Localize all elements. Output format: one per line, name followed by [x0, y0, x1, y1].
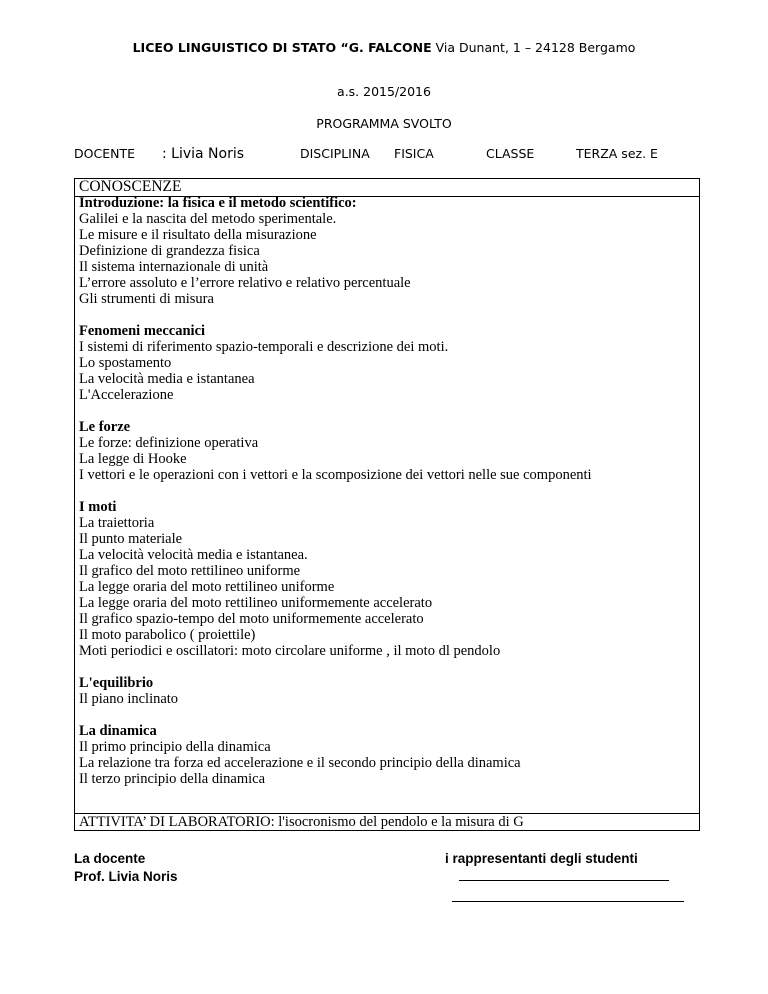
section-item: L'Accelerazione — [79, 387, 174, 403]
teacher-name: Prof. Livia Noris — [74, 869, 178, 884]
program-section — [79, 499, 694, 659]
school-header — [0, 40, 768, 56]
section-item: La legge oraria del moto rettilineo uniformemente accelerato — [79, 595, 433, 611]
school-name: LICEO LINGUISTICO DI STATO “G. FALCONE — [132, 40, 432, 55]
school-address: Via Dunant, 1 – 24128 Bergamo — [431, 40, 636, 55]
disciplina-label: DISCIPLINA — [300, 146, 370, 161]
section-heading: La dinamica — [79, 723, 157, 739]
program-section — [79, 723, 694, 787]
docente-label: DOCENTE — [74, 146, 135, 161]
student-signature-line-2 — [452, 901, 684, 902]
section-item: Il sistema internazionale di unità — [79, 259, 269, 275]
program-section — [79, 323, 694, 403]
program-section — [79, 419, 694, 483]
info-row — [0, 146, 768, 164]
disciplina-value: FISICA — [394, 146, 434, 161]
student-signature-line-1 — [459, 880, 669, 881]
section-item: Il terzo principio della dinamica — [79, 771, 266, 787]
section-item: Le misure e il risultato della misurazione — [79, 227, 317, 243]
section-heading: Introduzione: la fisica e il metodo scientifico: — [79, 195, 357, 211]
program-section — [79, 195, 694, 307]
section-item: La velocità media e istantanea — [79, 371, 255, 387]
program-title: CONOSCENZE — [79, 178, 182, 195]
lab-activities: ATTIVITA’ DI LABORATORIO: l'isocronismo del pendolo e la misura di G — [79, 814, 524, 830]
section-heading: L'equilibrio — [79, 675, 154, 691]
section-item: Il grafico del moto rettilineo uniforme — [79, 563, 301, 579]
section-heading: I moti — [79, 499, 117, 515]
section-item: Il punto materiale — [79, 531, 183, 547]
section-item: Le forze: definizione operativa — [79, 435, 259, 451]
section-item: Il primo principio della dinamica — [79, 739, 271, 755]
teacher-role: La docente — [74, 851, 146, 866]
program-content — [79, 178, 694, 787]
section-item: Lo spostamento — [79, 355, 172, 371]
section-item: Il moto parabolico ( proiettile) — [79, 627, 256, 643]
classe-label: CLASSE — [486, 146, 535, 161]
section-item: Il piano inclinato — [79, 691, 179, 707]
section-item: I sistemi di riferimento spazio-temporali e descrizione dei moti. — [79, 339, 449, 355]
section-item: La velocità velocità media e istantanea. — [79, 547, 308, 563]
section-item: Moti periodici e oscillatori: moto circolare uniforme , il moto dl pendolo — [79, 643, 501, 659]
docente-value: : Livia Noris — [162, 146, 245, 162]
section-item: La traiettoria — [79, 515, 155, 531]
program-section — [79, 675, 694, 707]
section-item: L’errore assoluto e l’errore relativo e relativo percentuale — [79, 275, 411, 291]
section-item: La legge di Hooke — [79, 451, 187, 467]
section-item: Gli strumenti di misura — [79, 291, 214, 307]
classe-value: TERZA sez. E — [576, 146, 658, 161]
document-title: PROGRAMMA SVOLTO — [316, 116, 452, 131]
section-heading: Fenomeni meccanici — [79, 323, 206, 339]
students-label: i rappresentanti degli studenti — [445, 851, 638, 866]
section-item: La legge oraria del moto rettilineo uniforme — [79, 579, 335, 595]
section-item: Definizione di grandezza fisica — [79, 243, 260, 259]
section-item: La relazione tra forza ed accelerazione e il secondo principio della dinamica — [79, 755, 521, 771]
section-heading: Le forze — [79, 419, 131, 435]
section-item: Il grafico spazio-tempo del moto uniformemente accelerato — [79, 611, 424, 627]
program-sections — [79, 195, 694, 787]
section-item: I vettori e le operazioni con i vettori e la scomposizione dei vettori nelle sue componenti — [79, 467, 592, 483]
school-year: a.s. 2015/2016 — [337, 84, 431, 99]
section-item: Galilei e la nascita del metodo sperimentale. — [79, 211, 337, 227]
